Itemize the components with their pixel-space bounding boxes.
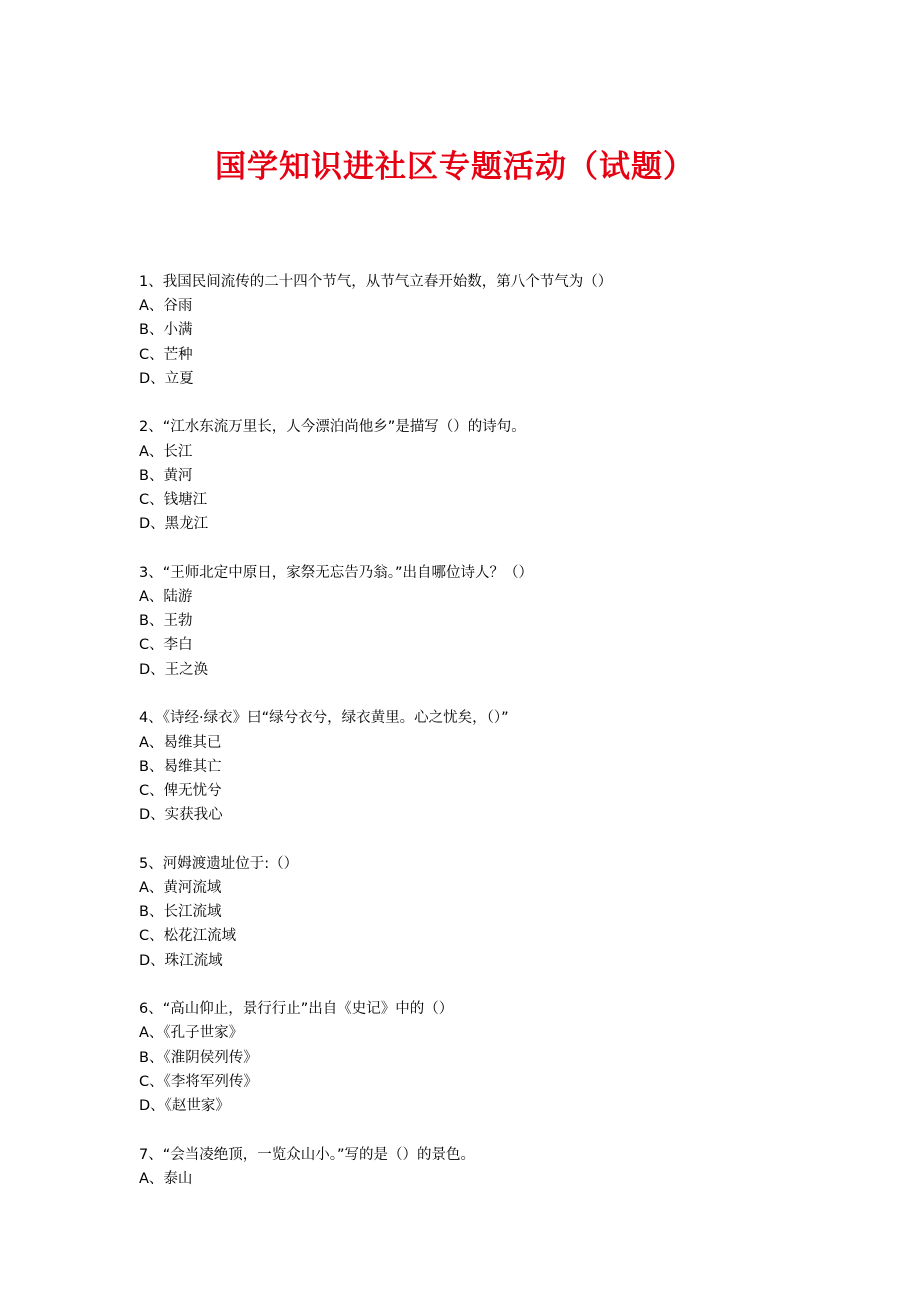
- option-b: B、王勃: [139, 613, 193, 630]
- option-c: C、钱塘江: [139, 492, 208, 508]
- question-7: [139, 1143, 839, 1191]
- question-1: [139, 270, 839, 391]
- question-list: [139, 270, 839, 1216]
- question-4: [139, 706, 839, 827]
- page-title: 国学知识进社区专题活动（试题）: [215, 149, 695, 185]
- option-c: C、《李将军列传》: [139, 1073, 258, 1090]
- question-2: [139, 415, 839, 536]
- option-d: D、王之涣: [139, 661, 209, 678]
- question-text: 7、“会当凌绝顶，一览众山小。”写的是（）的景色。: [139, 1146, 475, 1163]
- option-b: B、《淮阴侯列传》: [139, 1049, 258, 1066]
- option-b: B、黄河: [139, 467, 193, 484]
- option-d: D、立夏: [139, 370, 194, 387]
- option-d: D、珠江流域: [139, 952, 223, 969]
- option-b: B、小满: [139, 322, 193, 339]
- question-text: 4、《诗经·绿衣》曰“绿兮衣兮，绿衣黄里。心之忧矣，（）”: [139, 710, 509, 727]
- option-b: B、曷维其亡: [139, 758, 222, 775]
- option-a: A、长江: [139, 443, 193, 460]
- question-text: 1、我国民间流传的二十四个节气，从节气立春开始数，第八个节气为（）: [139, 274, 613, 290]
- question-text: 6、“高山仰止，景行行止”出自《史记》中的（）: [139, 1001, 454, 1018]
- option-d: D、实获我心: [139, 807, 223, 824]
- option-a: A、泰山: [139, 1170, 193, 1187]
- option-d: D、黑龙江: [139, 516, 209, 533]
- question-text: 3、“王师北定中原日，家祭无忘告乃翁。”出自哪位诗人？（）: [139, 564, 533, 581]
- option-a: A、《孔子世家》: [139, 1025, 244, 1042]
- option-a: A、曷维其已: [139, 734, 222, 751]
- option-b: B、长江流域: [139, 904, 222, 921]
- question-3: [139, 561, 839, 682]
- option-a: A、陆游: [139, 589, 193, 606]
- question-5: [139, 852, 839, 973]
- option-c: C、芒种: [139, 346, 193, 363]
- option-a: A、黄河流域: [139, 879, 222, 896]
- option-c: C、俾无忧兮: [139, 782, 222, 799]
- option-c: C、松花江流域: [139, 928, 237, 945]
- question-6: [139, 997, 839, 1118]
- option-c: C、李白: [139, 637, 193, 654]
- option-d: D、《赵世家》: [139, 1097, 230, 1114]
- option-a: A、谷雨: [139, 298, 193, 315]
- question-text: 2、“江水东流万里长，人今漂泊尚他乡”是描写（）的诗句。: [139, 419, 526, 436]
- question-text: 5、河姆渡遗址位于:（）: [139, 855, 299, 872]
